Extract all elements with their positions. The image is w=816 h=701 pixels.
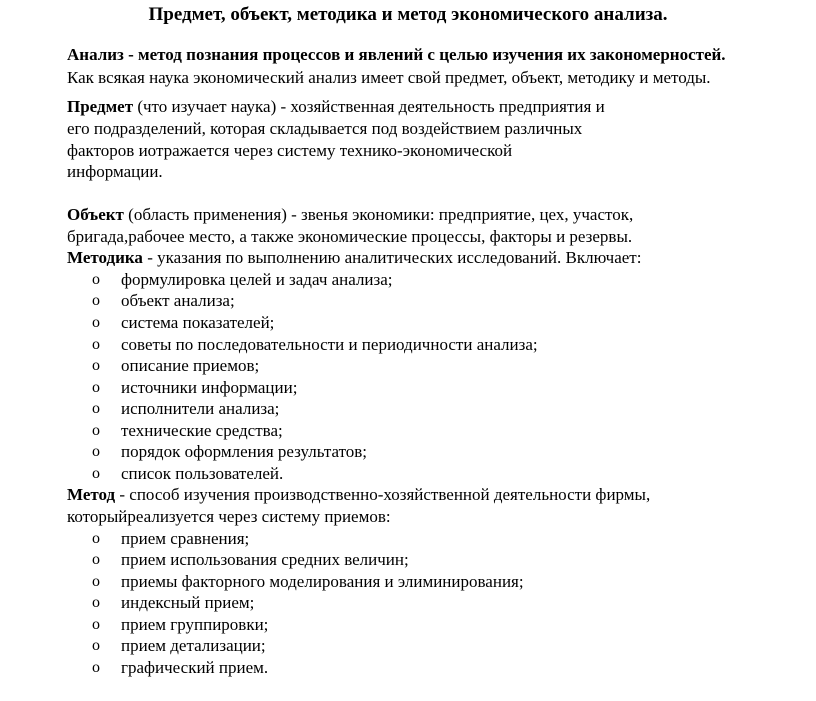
bullet-icon: o <box>92 659 100 676</box>
bullet-icon: o <box>92 422 100 439</box>
methodology-term: Методика <box>67 248 143 267</box>
subject-line-1 <box>67 96 605 117</box>
bullet-icon: o <box>92 573 100 590</box>
bullet-icon: o <box>92 357 100 374</box>
subject-line-3: факторов иотражается через систему технико-экономической <box>67 141 513 160</box>
methodology-line <box>67 247 641 268</box>
method-line-1 <box>67 484 650 505</box>
method-line-2: которыйреализуется через систему приемов: <box>67 507 391 526</box>
analysis-definition: Анализ - метод познания процессов и явлений с целью изучения их закономерностей. <box>67 45 726 64</box>
method-term: Метод <box>67 485 116 504</box>
page-title: Предмет, объект, методика и метод экономического анализа. <box>148 4 668 25</box>
subject-line-2: его подразделений, которая складывается под воздействием различных <box>67 119 583 138</box>
bullet-icon: o <box>92 379 100 396</box>
bullet-icon: o <box>92 551 100 568</box>
methodology-text: - указания по выполнению аналитических исследований. Включает: <box>142 248 642 267</box>
bullet-icon: o <box>92 616 100 633</box>
bullet-icon: o <box>92 400 100 417</box>
subject-line-4: информации. <box>67 162 163 181</box>
bullet-icon: o <box>92 594 100 611</box>
method-text: - способ изучения производственно-хозяйственной деятельности фирмы, <box>115 485 651 504</box>
object-line-2: бригада,рабочее место, а также экономические процессы, факторы и резервы. <box>67 227 633 246</box>
bullet-icon: o <box>92 530 100 547</box>
bullet-icon: o <box>92 314 100 331</box>
bullet-icon: o <box>92 443 100 460</box>
bullet-icon: o <box>92 465 100 482</box>
document-page: Предмет, объект, методика и метод экономического анализа. Анализ - метод познания процессов и явлений с целью изучения их закономерностей. Как всякая наука экономический анализ имеет свой предмет, объект, методику и методы. Предмет (что изучает наука) - хозяйственная деятельность предприятия и его подразделений, которая складывается под воздействием различных факторов иотражается через систему технико-экономической информации. Объект (область применения) - звенья экономики: предприятие, цех, участок, бригада,рабочее место, а также экономические процессы, факторы и резервы. Методика - указания по выполнению аналитических исследований. Включает: o формулировка целей и задач анализа; o объект анализа; o система показателей; o советы по последовательности и периодичности анализа; o описание приемов; o источники информации; o исполнители анализа; o технические средства; o порядок оформления результатов; o список пользователей. Метод - способ изучения производственно-хозяйственной деятельности фирмы, которыйреализуется через систему приемов: o прием сравнения; o прием использования средних величин; o приемы факторного моделирования и элиминирования; o индексный прием; o прием группировки; o прием детализации; o графический прием. <box>0 0 816 701</box>
object-term: Объект <box>67 205 124 224</box>
bullet-icon: o <box>92 637 100 654</box>
subject-text: (что изучает наука) - хозяйственная деятельность предприятия и <box>133 97 605 116</box>
analysis-text: Как всякая наука экономический анализ имеет свой предмет, объект, методику и методы. <box>67 68 711 87</box>
bullet-icon: o <box>92 271 100 288</box>
subject-term: Предмет <box>67 97 134 116</box>
object-line-1 <box>67 204 633 225</box>
bullet-icon: o <box>92 292 100 309</box>
bullet-icon: o <box>92 336 100 353</box>
object-text: (область применения) - звенья экономики: предприятие, цех, участок, <box>123 205 634 224</box>
